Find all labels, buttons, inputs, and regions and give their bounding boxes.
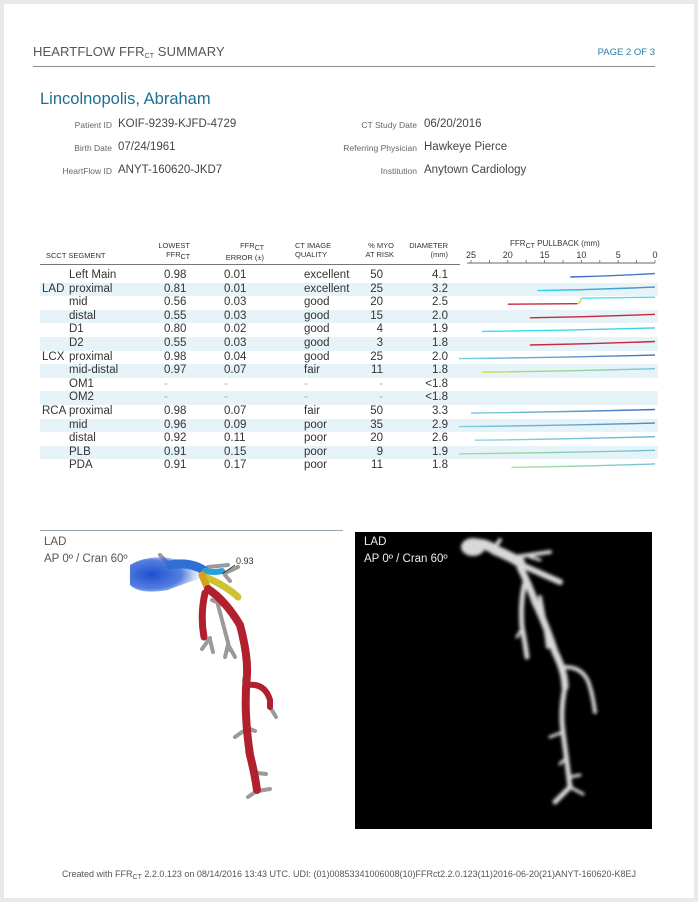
- cell-diameter: 1.9: [432, 323, 448, 336]
- cell-diameter: 2.0: [432, 350, 448, 363]
- cell-quality: fair: [304, 364, 320, 377]
- angiogram-angle-label: AP 0º / Cran 60º: [364, 553, 448, 565]
- cell-myo: -: [379, 377, 383, 390]
- cell-diameter: 2.9: [432, 418, 448, 431]
- cell-diameter: 2.5: [432, 296, 448, 309]
- report-title: [33, 44, 225, 60]
- cell-segment: PDA: [69, 459, 93, 472]
- table-header-divider: [40, 264, 460, 265]
- cell-myo: 20: [370, 432, 383, 445]
- cell-quality: excellent: [304, 282, 350, 295]
- cell-quality: poor: [304, 459, 328, 472]
- header-myo-line2: AT RISK: [365, 250, 394, 259]
- cell-quality: -: [304, 377, 308, 390]
- header-pullback-ffr: FFR: [510, 239, 526, 248]
- cell-segment: distal: [69, 309, 96, 322]
- cell-myo: 50: [370, 269, 383, 281]
- cell-error: 0.09: [224, 418, 247, 431]
- vessel-stubs: [160, 555, 276, 797]
- cell-diameter: 1.8: [432, 337, 448, 349]
- info-value: 06/20/2016: [424, 118, 482, 130]
- info-value: ANYT-160620-JKD7: [118, 164, 223, 176]
- title-main: HEARTFLOW FFR: [33, 44, 145, 59]
- cell-myo: 50: [370, 405, 383, 417]
- cell-diameter: 4.1: [432, 269, 448, 281]
- cell-ffr: 0.55: [164, 309, 187, 322]
- axis-tick-label: 0: [652, 250, 658, 260]
- cell-segment: proximal: [69, 405, 113, 417]
- header-error-line2: ERROR (±): [225, 253, 264, 262]
- pullback-curve: [570, 274, 655, 278]
- lcx-branch: [205, 571, 222, 572]
- cell-error: 0.15: [224, 445, 247, 458]
- cell-quality: good: [304, 323, 330, 336]
- pullback-curve: [459, 450, 655, 454]
- pullback-curve-step: [577, 298, 581, 304]
- title-rest: SUMMARY: [154, 44, 225, 59]
- header-quality-line1: CT IMAGE: [295, 241, 332, 250]
- patient-name: Lincolnopolis, Abraham: [40, 90, 211, 108]
- cell-quality: fair: [304, 405, 320, 417]
- pullback-curve: [459, 423, 655, 427]
- header-lowest-sub: CT: [180, 254, 190, 261]
- cell-error: 0.03: [224, 309, 247, 322]
- pullback-curves: [467, 266, 659, 476]
- pullback-curve: [530, 314, 655, 318]
- info-value: Hawkeye Pierce: [424, 141, 508, 153]
- cell-error: 0.04: [224, 350, 247, 363]
- cell-ffr: 0.56: [164, 296, 187, 309]
- header-pullback-sub: CT: [525, 243, 535, 250]
- report-header: [33, 44, 655, 67]
- header-image-quality: [295, 241, 331, 259]
- angiogram-panel: [355, 532, 652, 829]
- cell-segment: PLB: [69, 445, 91, 458]
- pullback-curve: [471, 410, 655, 414]
- cell-error: 0.11: [224, 432, 246, 445]
- cell-myo: 20: [370, 296, 383, 309]
- cell-segment: mid: [69, 418, 88, 431]
- cell-ffr: -: [164, 391, 168, 404]
- cell-segment: proximal: [69, 282, 113, 295]
- cell-myo: 25: [370, 282, 383, 295]
- cell-segment: D1: [69, 323, 84, 336]
- d1-branch-red: [202, 593, 205, 637]
- info-label: Institution: [380, 166, 417, 176]
- cell-segment: proximal: [69, 350, 113, 363]
- lad-main: [208, 589, 257, 790]
- model-vessel-label: LAD: [44, 536, 67, 548]
- cell-ffr: 0.80: [164, 323, 187, 336]
- pullback-curve: [581, 297, 655, 298]
- info-value: KOIF-9239-KJFD-4729: [118, 118, 237, 130]
- cell-diameter: 1.9: [432, 445, 448, 458]
- cell-ffr: -: [164, 377, 168, 390]
- ffr-annotation-value: 0.93: [236, 556, 254, 566]
- cell-ffr: 0.96: [164, 418, 187, 431]
- cell-group: RCA: [42, 405, 67, 417]
- cell-diameter: 3.3: [432, 405, 448, 417]
- pullback-axis: [467, 237, 657, 267]
- cell-segment: Left Main: [69, 269, 117, 281]
- cell-quality: -: [304, 391, 308, 404]
- angiogram-image: [355, 532, 652, 829]
- angiogram-vessel-label: LAD: [364, 536, 387, 548]
- cell-myo: 11: [371, 364, 383, 377]
- cell-segment: mid-distal: [69, 364, 119, 377]
- cell-ffr: 0.91: [164, 445, 187, 458]
- header-myo-at-risk: [358, 241, 394, 259]
- cell-error: 0.02: [224, 323, 247, 336]
- cell-error: 0.03: [224, 296, 247, 309]
- cell-quality: poor: [304, 432, 328, 445]
- axis-tick-label: 25: [465, 250, 477, 260]
- footer-prefix: Created with FFR: [61, 869, 133, 879]
- page-indicator: PAGE 2 OF 3: [597, 47, 655, 58]
- cell-diameter: 1.8: [432, 459, 448, 472]
- cell-diameter: 2.6: [432, 432, 448, 445]
- header-error-line1: FFR: [240, 241, 255, 250]
- cell-error: 0.07: [224, 364, 247, 377]
- info-value: 07/24/1961: [118, 141, 176, 153]
- axis-tick-label: 10: [576, 250, 587, 260]
- info-value: Anytown Cardiology: [424, 164, 527, 176]
- header-error-sub: CT: [254, 245, 264, 252]
- cell-error: 0.01: [224, 269, 247, 281]
- footer-rest: 2.2.0.123 on 08/14/2016 13:43 UTC. UDI: (01)00853341006008(10)FFRct2.2.0.123(11)2016-06-20(21)ANYT-160620-K8EJ: [141, 869, 637, 879]
- info-label: HeartFlow ID: [62, 166, 112, 176]
- cell-segment: OM2: [69, 391, 94, 404]
- pullback-curve: [482, 328, 655, 332]
- cell-error: 0.03: [224, 337, 247, 349]
- footer-sub: CT: [132, 874, 142, 881]
- header-diameter-line1: DIAMETER: [409, 241, 448, 250]
- cell-quality: good: [304, 309, 330, 322]
- pullback-curve: [508, 304, 578, 305]
- pullback-curve: [482, 369, 655, 373]
- cell-ffr: 0.98: [164, 269, 187, 281]
- cell-error: 0.07: [224, 405, 247, 417]
- header-lowest-line1: LOWEST: [158, 241, 190, 250]
- info-label: Patient ID: [74, 120, 112, 130]
- info-label: Referring Physician: [343, 143, 417, 153]
- pullback-curve: [475, 437, 655, 441]
- cell-quality: good: [304, 337, 330, 349]
- cell-quality: excellent: [304, 269, 350, 281]
- header-ffr-error: [214, 241, 264, 262]
- header-myo-line1: % MYO: [368, 241, 394, 250]
- info-label: CT Study Date: [361, 120, 417, 130]
- cell-ffr: 0.97: [164, 364, 187, 377]
- header-lowest-line2: FFR: [166, 250, 181, 259]
- ffr-3d-model: [130, 545, 330, 820]
- cell-segment: distal: [69, 432, 96, 445]
- header-diameter-line2: (mm): [430, 250, 448, 259]
- pullback-curve: [537, 287, 655, 291]
- header-diameter: [403, 241, 448, 259]
- axis-tick-label: 20: [502, 250, 513, 260]
- cell-myo: 35: [370, 418, 383, 431]
- cell-myo: 3: [376, 337, 383, 349]
- pullback-curve: [530, 342, 655, 346]
- vessel-tree: [461, 538, 595, 802]
- cell-myo: 15: [370, 309, 383, 322]
- title-subscript: CT: [144, 53, 155, 60]
- cell-segment: OM1: [69, 377, 94, 390]
- cell-diameter: 1.8: [432, 364, 448, 377]
- cell-diameter: <1.8: [425, 377, 448, 390]
- cell-diameter: 2.0: [432, 309, 448, 322]
- model-divider: [40, 530, 343, 531]
- cell-quality: poor: [304, 418, 328, 431]
- cell-error: 0.01: [224, 282, 247, 295]
- cell-ffr: 0.91: [164, 459, 187, 472]
- footer-text: [0, 869, 698, 881]
- cell-segment: D2: [69, 337, 84, 349]
- model-angle-label: AP 0º / Cran 60º: [44, 553, 128, 565]
- cell-myo: 4: [376, 323, 383, 336]
- pullback-curve: [511, 464, 655, 468]
- axis-tick-label: 5: [615, 250, 621, 260]
- cell-myo: 25: [370, 350, 383, 363]
- cell-myo: -: [379, 391, 383, 404]
- cell-quality: good: [304, 350, 330, 363]
- cell-myo: 9: [376, 445, 383, 458]
- cell-error: -: [224, 377, 228, 390]
- cell-error: -: [224, 391, 228, 404]
- cell-quality: poor: [304, 445, 328, 458]
- cell-error: 0.17: [224, 459, 247, 472]
- cell-group: LCX: [42, 350, 65, 363]
- cell-myo: 11: [371, 459, 383, 472]
- axis-tick-label: 15: [539, 250, 550, 260]
- pullback-curve: [459, 355, 655, 359]
- header-quality-line2: QUALITY: [295, 250, 328, 259]
- cell-ffr: 0.98: [164, 350, 187, 363]
- cell-diameter: <1.8: [425, 391, 448, 404]
- info-label: Birth Date: [74, 143, 112, 153]
- lad-diagonal-red: [248, 685, 270, 707]
- cell-quality: good: [304, 296, 330, 309]
- cell-ffr: 0.92: [164, 432, 187, 445]
- cell-segment: mid: [69, 296, 88, 309]
- cell-ffr: 0.98: [164, 405, 187, 417]
- cell-ffr: 0.55: [164, 337, 187, 349]
- cell-diameter: 3.2: [432, 282, 448, 295]
- cell-group: LAD: [42, 282, 65, 295]
- header-segment: SCCT SEGMENT: [46, 251, 106, 260]
- header-pullback-rest: PULLBACK (mm): [534, 239, 600, 248]
- cell-ffr: 0.81: [164, 282, 187, 295]
- header-lowest-ffr: [154, 241, 190, 262]
